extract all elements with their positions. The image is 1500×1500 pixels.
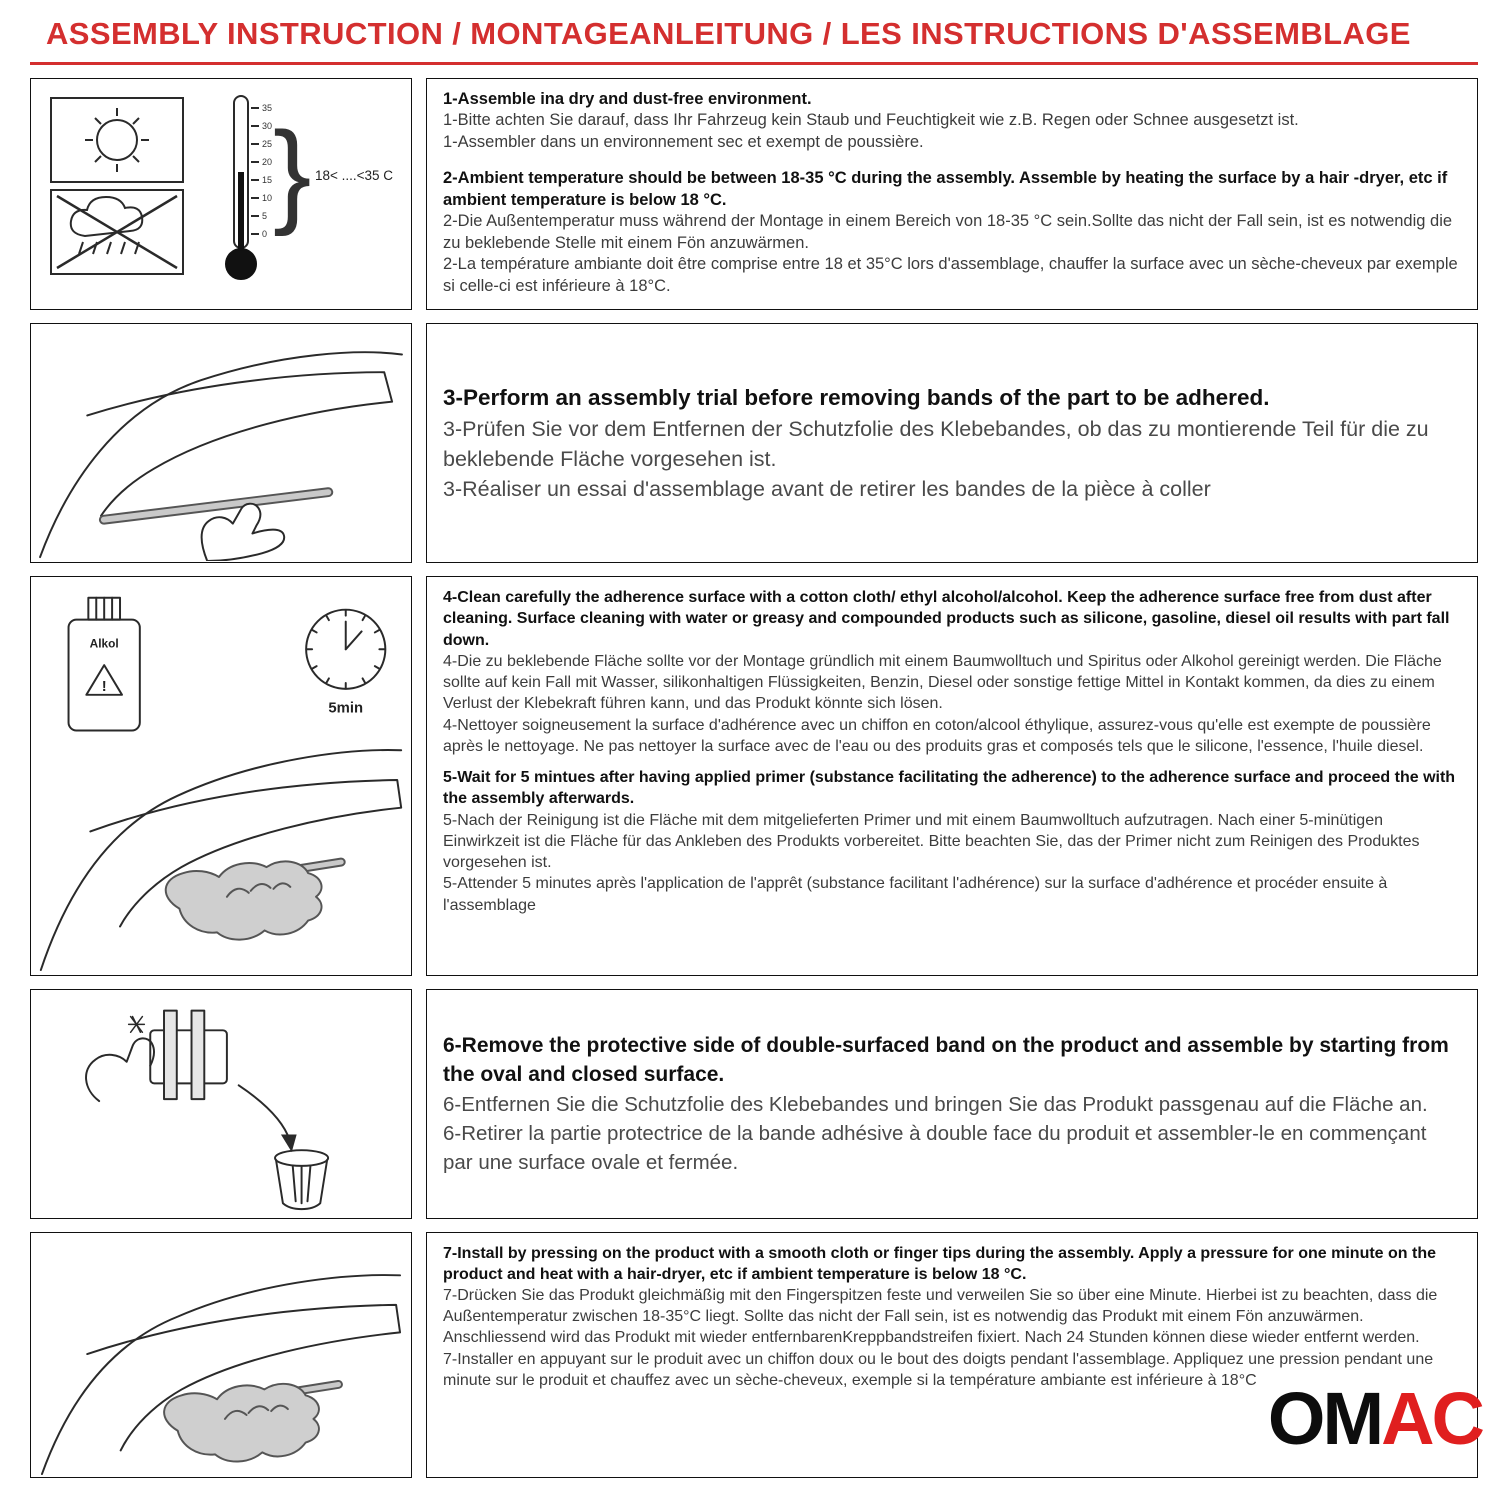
text-cleaning xyxy=(426,576,1478,976)
trial-illustration xyxy=(31,325,411,561)
section-trial xyxy=(30,323,1478,563)
svg-text:10: 10 xyxy=(262,193,273,203)
step6-en: 6-Remove the protective side of double-surfaced band on the product and assemble by starting from the oval and closed surface. xyxy=(443,1033,1449,1087)
five-min-label: 5min xyxy=(328,700,364,717)
step6-fr: 6-Retirer la partie protectrice de la bande adhésive à double face du produit et assembler-le en commençant par une surface ovale et fermée. xyxy=(443,1122,1427,1175)
hand-icon xyxy=(86,1038,154,1101)
product-part xyxy=(150,1030,227,1083)
thermometer-icon xyxy=(226,96,259,279)
text-trial xyxy=(426,323,1478,563)
step3-fr: 3-Réaliser un essai d'assemblage avant de retirer les bandes de la pièce à coller xyxy=(443,476,1211,501)
protective-band xyxy=(164,1011,177,1099)
section-cleaning xyxy=(30,576,1478,976)
hand-icon xyxy=(202,504,285,561)
cloth-icon xyxy=(164,1384,319,1462)
warning-mark: ! xyxy=(101,678,107,695)
figure-environment xyxy=(30,78,412,310)
step4-de: 4-Die zu beklebende Fläche sollte vor der Montage gründlich mit einem Baumwolltuch und Spiritus oder Alkohol gereinigt werden. Die Fläche sollte auf kein Fall mit Wasser, silikonhaltigen Flüssigkeiten, Benzin, Diesel oder sonstige fettige Mittel in Kontakt kommen, da dies zu einem Verlust der Klebekraft führen kann, und das Produkt könnte sich lösen. xyxy=(443,652,1442,713)
omac-logo xyxy=(1267,1377,1482,1460)
step1-en: 1-Assemble ina dry and dust-free environment. xyxy=(443,90,812,108)
section-band xyxy=(30,989,1478,1219)
clock-icon xyxy=(306,610,385,689)
step2-en: 2-Ambient temperature should be between 18-35 °C during the assembly. Assemble by heating the surface by a hair -dryer, etc if ambient temperature is below 18 °C. xyxy=(443,169,1448,209)
sun-icon xyxy=(85,108,149,172)
svg-text:15: 15 xyxy=(262,175,273,185)
thermometer-scale xyxy=(262,103,272,239)
car-window-outline xyxy=(87,372,392,516)
figure-trial xyxy=(30,323,412,563)
step2-de: 2-Die Außentemperatur muss während der Montage in einem Bereich von 18-35 °C sein.Sollte das nicht der Fall sein, ist es notwendig die zu beklebende Stelle mit einem Fön anzuwärmen. xyxy=(443,212,1453,252)
page-title: ASSEMBLY INSTRUCTION / MONTAGEANLEITUNG / LES INSTRUCTIONS D'ASSEMBLAGE xyxy=(46,16,1411,51)
step7-en: 7-Install by pressing on the product with a smooth cloth or finger tips during the assembly. Apply a pressure for one minute on the product and heat with a hair-dryer, etc if ambient temperature is below 18 °C. xyxy=(443,1245,1436,1284)
omac-logo-red: AC xyxy=(1381,1377,1482,1460)
press-illustration xyxy=(31,1234,411,1476)
title-underline xyxy=(30,62,1478,65)
svg-text:25: 25 xyxy=(262,139,273,149)
step5-fr: 5-Attender 5 minutes après l'application de l'apprêt (substance facilitant l'adhérence) sur la surface d'adhérence et procéder ensuite à l'assemblage xyxy=(443,875,1388,914)
environment-illustration xyxy=(31,80,411,308)
cleaning-illustration xyxy=(31,578,411,974)
range-bracket: } xyxy=(273,109,312,237)
svg-text:30: 30 xyxy=(262,121,273,131)
step6-de: 6-Entfernen Sie die Schutzfolie des Klebebandes und bringen Sie das Produkt passgenau auf die Fläche an. xyxy=(443,1093,1428,1117)
step2-fr: 2-La température ambiante doit être comprise entre 18 et 35°C lors d'assemblage, chauffer la surface avec un sèche-cheveux par exemple si celle-ci est inférieure à 18°C. xyxy=(443,255,1458,295)
figure-band xyxy=(30,989,412,1219)
figure-press xyxy=(30,1232,412,1478)
no-rain-icon xyxy=(57,196,177,268)
step3-en: 3-Perform an assembly trial before removing bands of the part to be adhered. xyxy=(443,385,1270,411)
step7-de: 7-Drücken Sie das Produkt gleichmäßig mit den Fingerspitzen feste und verweilen Sie so über eine Minute. Hierbei ist zu beachten, dass die Außentemperatur zwischen 18-35°C liegt. Sollte das nicht der Fall sein, ist es notwendig das Produkt mit einem Fön anzuwärmen. Anschliessend wird das Produkt mit wieder entfernbarenKreppbandstreifen fixiert. Nach 24 Stunden können diese wieder entfernt werden. xyxy=(443,1287,1438,1347)
sparkle-icon xyxy=(129,1017,145,1033)
omac-logo-black: OM xyxy=(1267,1377,1382,1460)
svg-text:35: 35 xyxy=(262,103,273,113)
step1-fr: 1-Assembler dans un environnement sec et exempt de poussière. xyxy=(443,132,924,151)
step5-en: 5-Wait for 5 mintues after having applied primer (substance facilitating the adherence) to the adherence surface and proceed the with the assembly afterwards. xyxy=(443,769,1456,808)
band-removal-illustration xyxy=(31,991,411,1217)
alcohol-label: Alkol xyxy=(89,636,119,651)
step4-en: 4-Clean carefully the adherence surface with a cotton cloth/ ethyl alcohol/alcohol. Keep the adherence surface free from dust after cleaning. Surface cleaning with water or greasy and compounded products such as silicone, gasoline, diesel oil results with part fall down. xyxy=(443,589,1450,649)
step7-fr: 7-Installer en appuyant sur le produit avec un chiffon doux ou le bout des doigts pendant l'assemblage. Appliquez une pression pendant une minute sur le produit et chauffez avec un sèche-cheveux, exemple si la température ambiante est inférieure à 18°C xyxy=(443,1350,1434,1389)
figure-cleaning xyxy=(30,576,412,976)
arrow-line xyxy=(239,1085,290,1140)
trash-can-icon xyxy=(275,1150,328,1209)
section-press xyxy=(30,1232,1478,1478)
svg-text:20: 20 xyxy=(262,157,273,167)
step5-de: 5-Nach der Reinigung ist die Fläche mit dem mitgelieferten Primer und mit einem Baumwolltuch aufzutragen. Nach einer 5-minütigen Einwirkzeit ist die Fläche für das Ankleben des Produkts vorbereitet. Bitte beachten Sie, das der Primer nicht zum Reinigen des Produktes vorgesehen ist. xyxy=(443,811,1420,872)
svg-text:0: 0 xyxy=(262,229,268,239)
step4-fr: 4-Nettoyer soigneusement la surface d'adhérence avec un chiffon en coton/alcool éthylique, assurez-vous qu'elle est exempte de poussière après le nettoyage. Ne pas nettoyer la surface avec de l'eau ou des produits gras et composés tels que le silicone, l'essence, l'huile diesel. xyxy=(443,716,1431,755)
section-environment xyxy=(30,78,1478,310)
step1-de: 1-Bitte achten Sie darauf, dass Ihr Fahrzeug kein Staub und Feuchtigkeit wie z.B. Regen oder Schnee ausgesetzt ist. xyxy=(443,111,1299,130)
alcohol-bottle-icon xyxy=(69,598,140,731)
step3-de: 3-Prüfen Sie vor dem Entfernen der Schutzfolie des Klebebandes, ob das zu montierende Teil für die zu beklebende Fläche vorgesehen ist. xyxy=(443,416,1429,471)
text-band xyxy=(426,989,1478,1219)
protective-band xyxy=(192,1011,205,1099)
temperature-range-label: 18< ....<35 C xyxy=(315,168,394,183)
text-environment xyxy=(426,78,1478,310)
car-body-line xyxy=(41,750,401,970)
cloth-icon xyxy=(166,861,322,939)
svg-text:5: 5 xyxy=(262,211,268,221)
